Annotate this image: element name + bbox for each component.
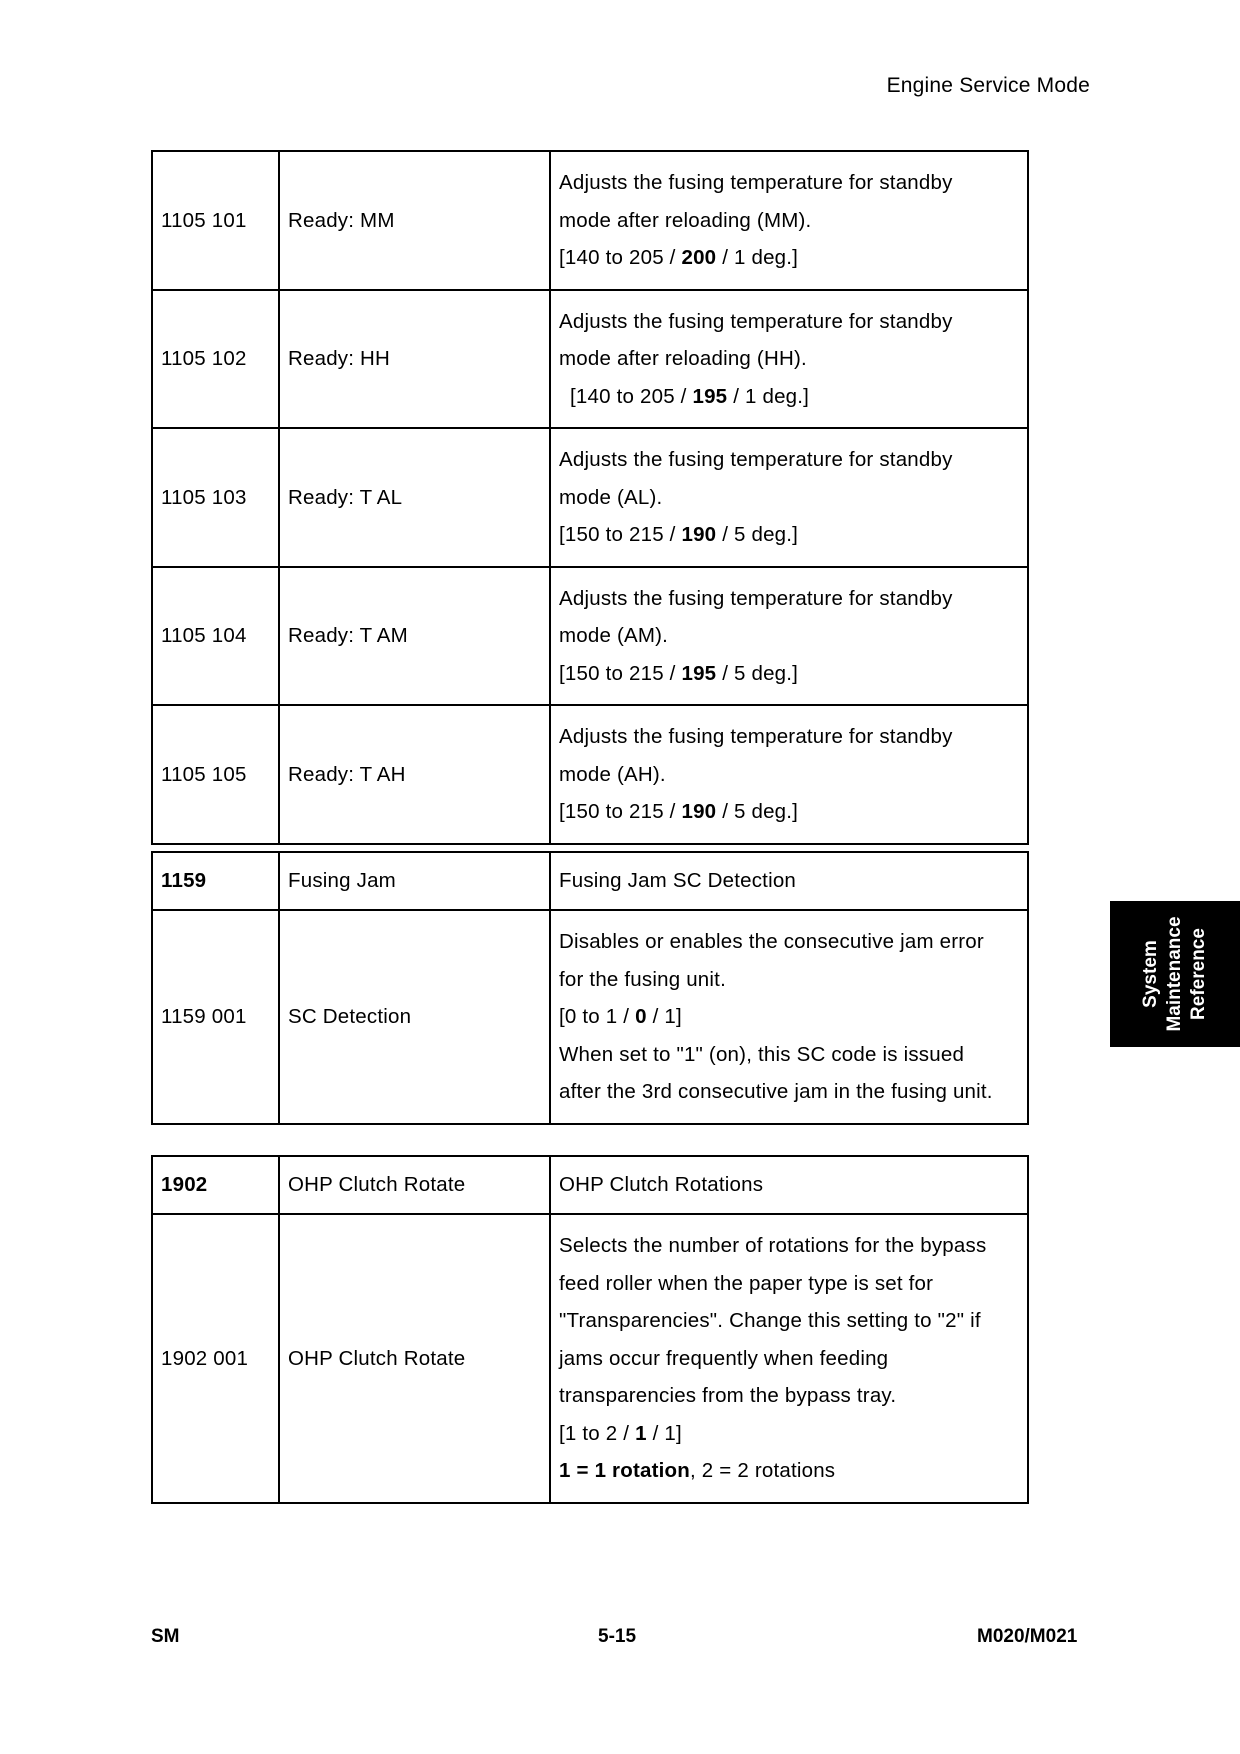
- description-line: "Transparencies". Change this setting to "2" if: [559, 1309, 981, 1332]
- sp-description: [550, 428, 1028, 567]
- side-tab-line: System: [1140, 940, 1161, 1008]
- sp-name: Ready: T AM: [279, 567, 550, 706]
- table-header-row: [152, 1156, 1028, 1214]
- option-rest: , 2 = 2 rotations: [689, 1459, 836, 1482]
- description-line: jams occur frequently when feeding: [559, 1346, 889, 1370]
- table-row: [152, 705, 1028, 844]
- note-line: When set to "1" (on), this SC code is issued: [559, 1042, 965, 1066]
- table-row: [152, 428, 1028, 567]
- range-prefix: [150 to 215 /: [559, 800, 682, 823]
- setting-range: [559, 516, 1019, 554]
- sp-name: Ready: HH: [279, 290, 550, 429]
- sp-group-description: OHP Clutch Rotations: [550, 1156, 1028, 1214]
- table-row: [152, 567, 1028, 706]
- setting-range: [559, 1415, 1019, 1453]
- range-prefix: [150 to 215 /: [559, 523, 682, 546]
- description-line: for the fusing unit.: [559, 967, 726, 991]
- range-prefix: [150 to 215 /: [559, 661, 682, 685]
- sp-name: OHP Clutch Rotate: [279, 1214, 550, 1503]
- description-line: Adjusts the fusing temperature for standby: [559, 171, 953, 194]
- setting-range: [559, 378, 1019, 416]
- range-default: 0: [635, 1005, 647, 1028]
- setting-range: [559, 793, 1019, 831]
- sp-group-code: 1159: [152, 852, 279, 910]
- setting-range: [559, 998, 1019, 1036]
- section-side-tab: [1110, 901, 1240, 1047]
- range-suffix: / 5 deg.]: [716, 800, 799, 823]
- sp-code: 1105 105: [152, 705, 279, 844]
- option-line: [559, 1452, 1019, 1490]
- footer-manual-code: SM: [151, 1626, 180, 1647]
- section-side-tab-label: [1139, 916, 1211, 1031]
- sp-description: [550, 567, 1028, 706]
- table-row: [152, 910, 1028, 1124]
- description-line: Adjusts the fusing temperature for standby: [559, 309, 953, 333]
- description-line: Adjusts the fusing temperature for standby: [559, 725, 953, 748]
- description-line: mode (AH).: [559, 762, 666, 786]
- range-prefix: [0 to 1 /: [559, 1005, 636, 1028]
- description-line: mode (AM).: [559, 624, 669, 647]
- description-line: transparencies from the bypass tray.: [559, 1384, 897, 1407]
- sp-code: 1105 103: [152, 428, 279, 567]
- side-tab-line: Reference: [1188, 928, 1209, 1020]
- table-row: [152, 151, 1028, 290]
- range-suffix: / 1]: [646, 1421, 682, 1445]
- description-line: mode (AL).: [559, 485, 663, 509]
- sp-description: [550, 151, 1028, 290]
- table-row: [152, 1214, 1028, 1503]
- range-suffix: / 5 deg.]: [716, 661, 799, 685]
- range-default: 200: [681, 246, 717, 269]
- sp-description: [550, 1214, 1028, 1503]
- range-default: 190: [681, 523, 717, 546]
- range-default: 195: [692, 384, 728, 408]
- sp-name: Ready: T AH: [279, 705, 550, 844]
- sp-table-1105: [151, 150, 1029, 845]
- table-header-row: [152, 852, 1028, 910]
- description-line: mode after reloading (MM).: [559, 208, 812, 232]
- range-suffix: / 1 deg.]: [716, 246, 799, 269]
- sp-table-1902: [151, 1155, 1029, 1504]
- side-tab-line: Maintenance: [1164, 916, 1185, 1032]
- description-line: Adjusts the fusing temperature for standby: [559, 586, 953, 610]
- sp-code: 1902 001: [152, 1214, 279, 1503]
- range-default: 190: [681, 800, 717, 823]
- description-line: Adjusts the fusing temperature for standby: [559, 448, 953, 471]
- sp-description: [550, 910, 1028, 1124]
- footer-model-number: M020/M021: [977, 1626, 1078, 1647]
- description-line: feed roller when the paper type is set for: [559, 1271, 934, 1295]
- footer-page-number: 5-15: [598, 1626, 637, 1647]
- sp-description: [550, 290, 1028, 429]
- description-line: Disables or enables the consecutive jam error: [559, 930, 984, 953]
- setting-range: [559, 655, 1019, 693]
- sp-name: Ready: MM: [279, 151, 550, 290]
- range-suffix: / 1 deg.]: [727, 384, 810, 408]
- sp-table-1159: [151, 851, 1029, 1125]
- sp-code: 1105 102: [152, 290, 279, 429]
- description-line: mode after reloading (HH).: [559, 347, 807, 370]
- table-row: [152, 290, 1028, 429]
- range-prefix: [140 to 205 /: [559, 246, 682, 269]
- sp-group-name: Fusing Jam: [279, 852, 550, 910]
- range-suffix: / 5 deg.]: [716, 523, 799, 546]
- sp-name: Ready: T AL: [279, 428, 550, 567]
- range-default: 195: [681, 661, 717, 685]
- sp-group-name: OHP Clutch Rotate: [279, 1156, 550, 1214]
- sp-code: 1159 001: [152, 910, 279, 1124]
- sp-code: 1105 101: [152, 151, 279, 290]
- sp-group-code: 1902: [152, 1156, 279, 1214]
- range-suffix: / 1]: [646, 1005, 682, 1028]
- setting-range: [559, 239, 1019, 277]
- sp-code: 1105 104: [152, 567, 279, 706]
- note-line: after the 3rd consecutive jam in the fusing unit.: [559, 1080, 993, 1103]
- range-default: 1: [635, 1421, 647, 1445]
- range-prefix: [1 to 2 /: [559, 1421, 636, 1445]
- sp-description: [550, 705, 1028, 844]
- sp-name: SC Detection: [279, 910, 550, 1124]
- option-default: 1 = 1 rotation: [559, 1459, 690, 1482]
- description-line: Selects the number of rotations for the bypass: [559, 1234, 987, 1257]
- range-prefix: [140 to 205 /: [570, 384, 693, 408]
- page-header-title: Engine Service Mode: [886, 74, 1090, 97]
- sp-group-description: Fusing Jam SC Detection: [550, 852, 1028, 910]
